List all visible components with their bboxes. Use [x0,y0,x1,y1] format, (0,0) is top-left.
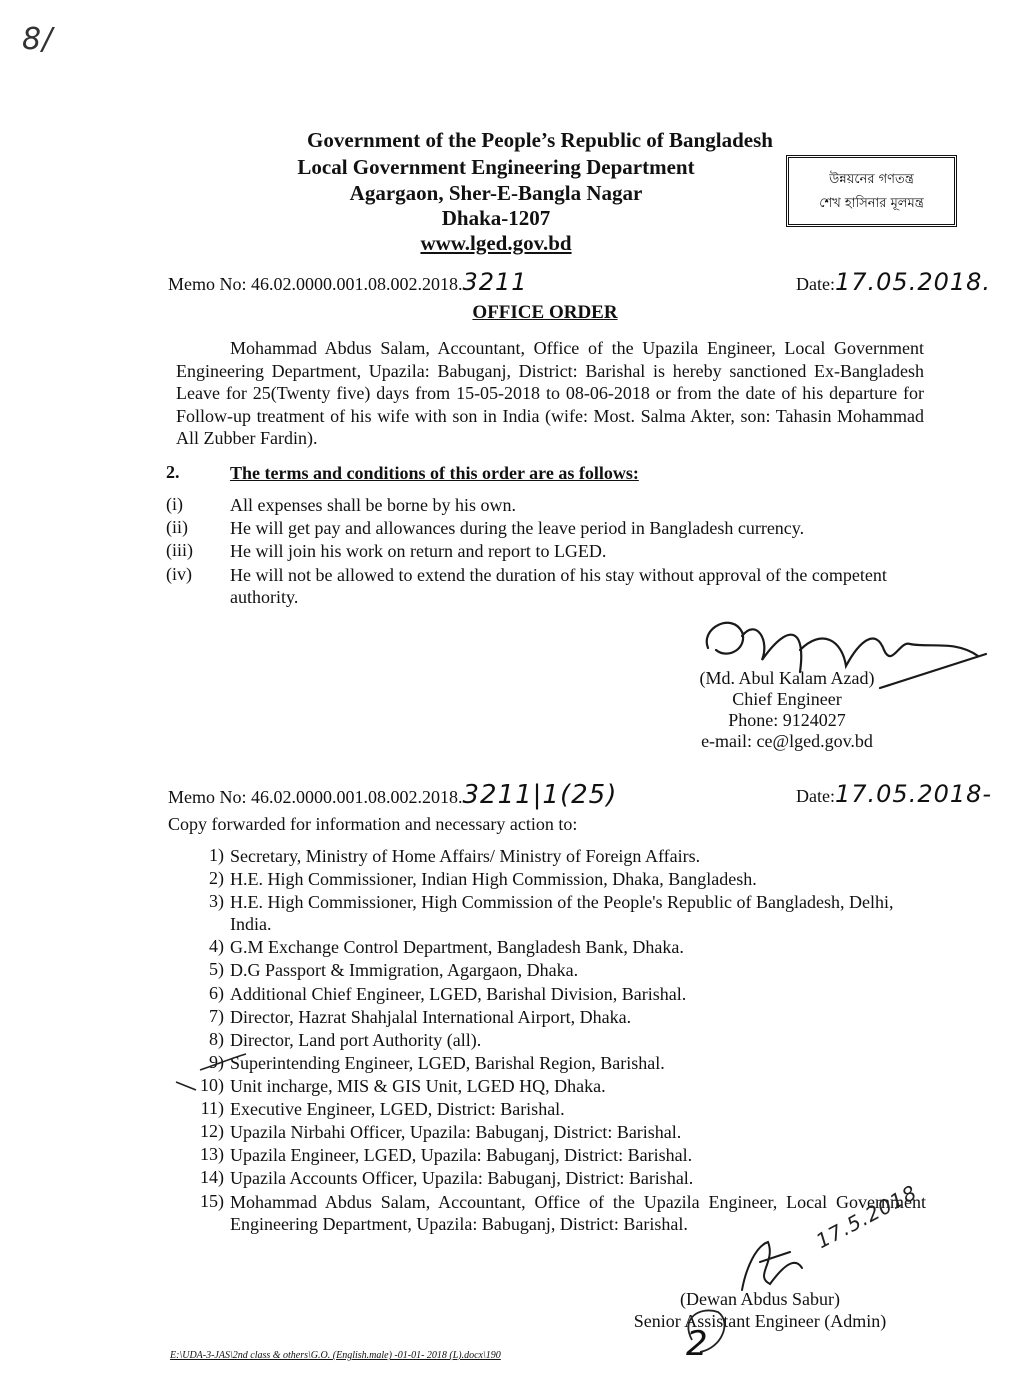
conditions-number: 2. [166,462,180,482]
recipient-number: 1) [209,845,224,865]
recipient-text: Executive Engineer, LGED, District: Barishal. [230,1099,565,1119]
stamp-line-2: শেখ হাসিনার মূলমন্ত্র [819,196,924,211]
recipient-number: 5) [209,959,224,979]
recipient-text: Upazila Nirbahi Officer, Upazila: Babuganj, District: Barishal. [230,1122,682,1142]
recipient-text: H.E. High Commissioner, High Commission of the People's Republic of Bangladesh, Delhi, India. [230,892,894,934]
recipient-text: Upazila Accounts Officer, Upazila: Babuganj, District: Barishal. [230,1168,694,1188]
margin-note: 8/ [22,22,54,57]
copy-memo-label: Memo No: 46.02.0000.001.08.002.2018. [168,787,463,807]
recipient-text: D.G Passport & Immigration, Agargaon, Dhaka. [230,960,579,980]
recipient-text: Mohammad Abdus Salam, Accountant, Office of the Upazila Engineer, Local Government Engineering Department, Upazila: Babuganj, District: Barishal. [230,1192,926,1234]
recipient-number: 13) [200,1144,224,1164]
recipient-text: Director, Hazrat Shahjalal International Airport, Dhaka. [230,1007,632,1027]
recipient-text: Upazila Engineer, LGED, Upazila: Babuganj, District: Barishal. [230,1145,693,1165]
recipient-number: 9) [209,1052,224,1072]
recipient-text: Director, Land port Authority (all). [230,1030,482,1050]
item-10-mark [176,1082,196,1090]
condition-text: He will join his work on return and report to LGED. [230,541,607,561]
recipient-number: 11) [200,1098,224,1118]
conditions-heading-text: The terms and conditions of this order are as follows: [230,463,639,483]
list-circle-mark [688,1310,724,1352]
header-department: Local Government Engineering Department [297,155,695,179]
recipient-text: H.E. High Commissioner, Indian High Commission, Dhaka, Bangladesh. [230,869,757,889]
recipient-number: 4) [209,936,224,956]
condition-text: All expenses shall be borne by his own. [230,495,516,515]
recipient-number: 15) [200,1191,224,1211]
recipient-text: Secretary, Ministry of Home Affairs/ Ministry of Foreign Affairs. [230,846,701,866]
recipient-text: Superintending Engineer, LGED, Barishal Region, Barishal. [230,1053,665,1073]
signatory2-designation: Senior Assistant Engineer (Admin) [633,1311,887,1331]
list-tick-mark [200,1054,246,1070]
header-city: Dhaka-1207 [441,206,551,230]
condition-text: He will get pay and allowances during the leave period in Bangladesh currency. [230,518,805,538]
recipient-text: G.M Exchange Control Department, Bangladesh Bank, Dhaka. [230,937,684,957]
condition-text: He will not be allowed to extend the duration of his stay without approval of the competent authority. [230,565,887,607]
memo-date-label: Date: [796,274,835,294]
recipient-text: Unit incharge, MIS & GIS Unit, LGED HQ, Dhaka. [230,1076,606,1096]
handwritten-mark-bottom: 2 [686,1324,709,1364]
recipient-text: Additional Chief Engineer, LGED, Barishal Division, Barishal. [230,984,687,1004]
copy-memo-date-label: Date: [796,786,835,806]
signatory-email: e-mail: ce@lged.gov.bd [701,731,873,751]
recipient-number: 10) [200,1075,224,1095]
recipient-number: 2) [209,868,224,888]
memo-handwritten-number: 3211 [462,268,528,296]
copy-memo-handwritten-date: 17.05.2018- [834,780,993,808]
header-address: Agargaon, Sher-E-Bangla Nagar [349,181,643,205]
recipient-number: 6) [209,983,224,1003]
memo-handwritten-date: 17.05.2018. [834,268,992,296]
stamp-line-1: উন্নয়নের গণতন্ত্র [829,172,914,187]
signatory-designation: Chief Engineer [732,689,842,709]
condition-number: (i) [166,494,183,514]
recipient-number: 7) [209,1006,224,1026]
recipient-number: 14) [200,1167,224,1187]
office-order-title: OFFICE ORDER [472,302,618,323]
signatory2-handwritten-date: 17.5.2018 [812,1179,922,1254]
signatory-name: (Md. Abul Kalam Azad) [699,668,875,688]
condition-number: (iii) [166,540,193,560]
recipient-number: 3) [209,891,224,911]
copy-memo-handwritten-number: 3211|1(25) [462,780,618,810]
memo-label: Memo No: 46.02.0000.001.08.002.2018. [168,274,463,294]
chief-engineer-signature [707,623,986,688]
order-body: Mohammad Abdus Salam, Accountant, Office of the Upazila Engineer, Local Government Engineering Department, Upazila: Babuganj, District: Barishal is hereby sanctioned Ex-Bangladesh Leave for 25(Twenty five) days from 15-05-2018 to 08-06-2018 or from the date of his departure for Follow-up treatment of his wife with son in India (wife: Most. Salma Akter, son: Tahasin Mohammad All Zubber Fardin). [176,338,924,448]
signatory2-name: (Dewan Abdus Sabur) [680,1289,840,1309]
signatory-phone: Phone: 9124027 [728,710,846,730]
copy-forward-intro: Copy forwarded for information and necessary action to: [168,814,578,834]
footer-file-path: E:\UDA-3-JAS\2nd class & others\G.O. (English.male) -01-01- 2018 (L).docx\190 [170,1350,501,1361]
recipient-number: 8) [209,1029,224,1049]
condition-number: (ii) [166,517,188,537]
header-government: Government of the People’s Republic of Bangladesh [307,128,773,152]
condition-number: (iv) [166,564,192,584]
senior-engineer-signature [742,1242,802,1290]
header-website: www.lged.gov.bd [420,231,572,255]
recipient-number: 12) [200,1121,224,1141]
